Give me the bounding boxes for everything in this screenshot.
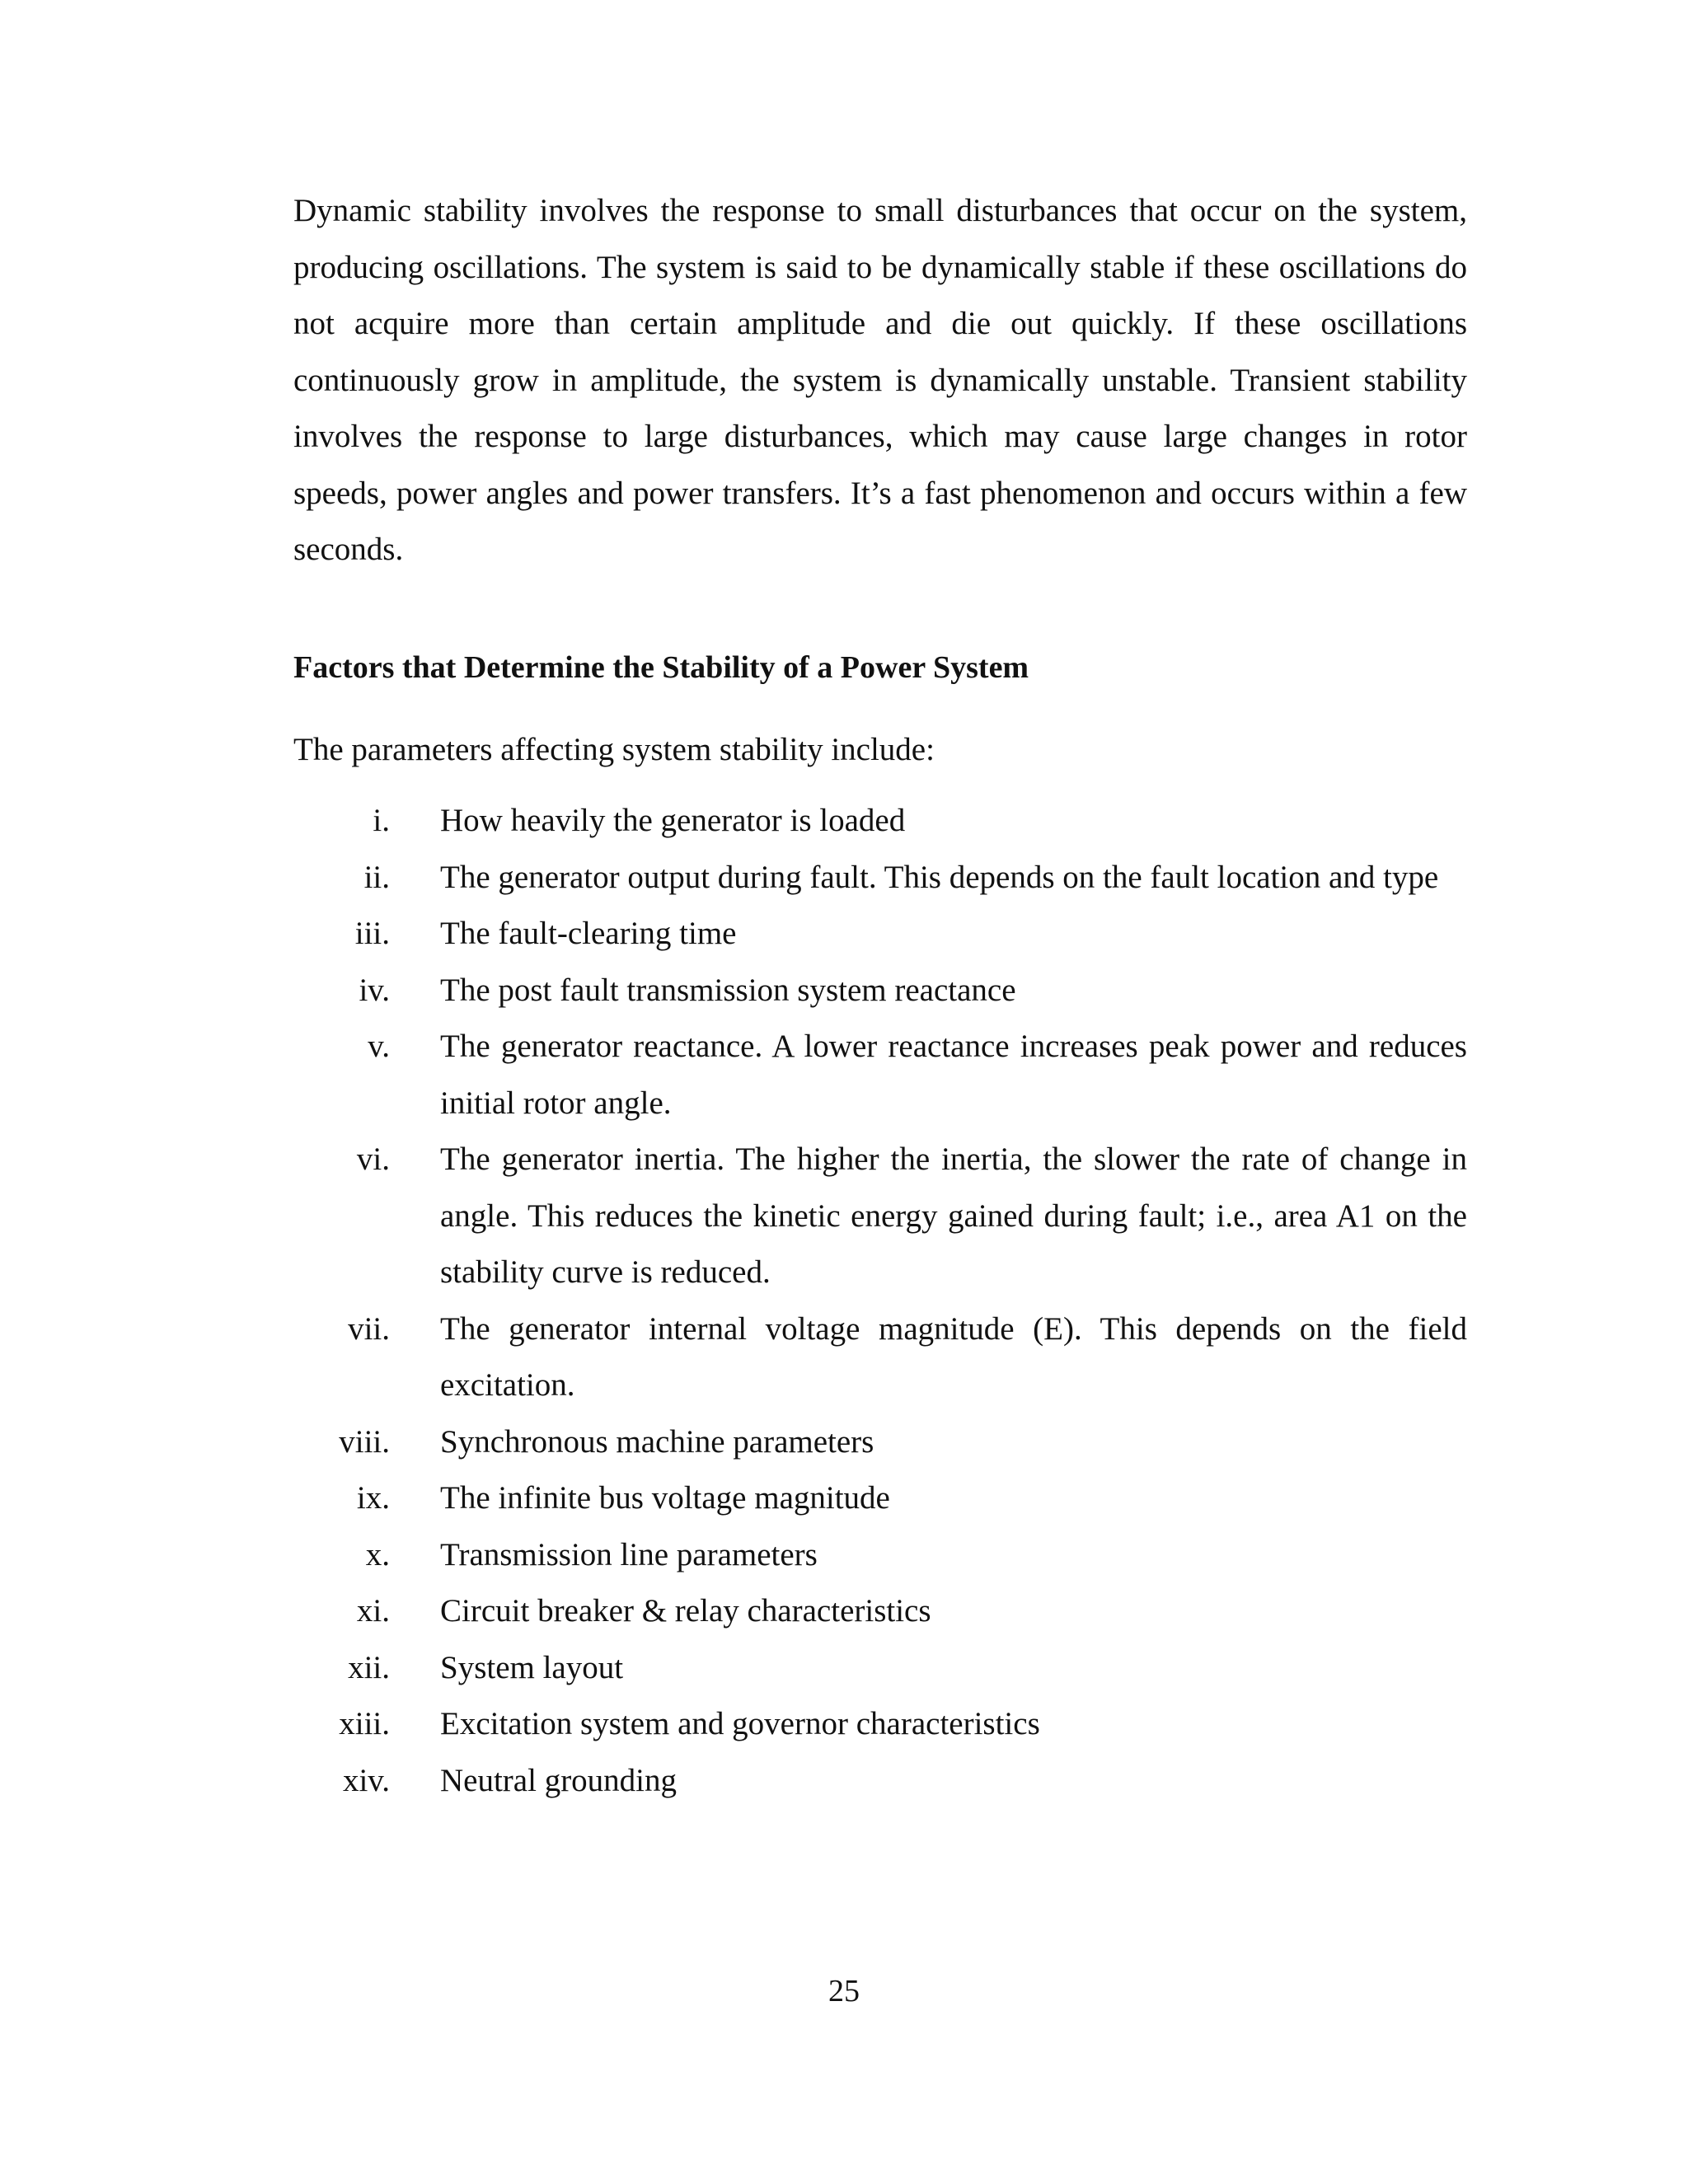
list-item-text: Synchronous machine parameters [440, 1423, 874, 1460]
list-item-text: The infinite bus voltage magnitude [440, 1480, 890, 1516]
list-item-text: Excitation system and governor characteristics [440, 1706, 1040, 1741]
list-item [293, 1640, 1467, 1697]
list-numeral: ii. [363, 859, 390, 895]
list-numeral: viii. [339, 1423, 390, 1460]
list-item-text: System layout [440, 1649, 624, 1685]
list-item [293, 1696, 1467, 1753]
section-heading: Factors that Determine the Stability of a Power System [293, 650, 1029, 685]
list-numeral: vii. [348, 1310, 390, 1347]
list-numeral: xi. [356, 1593, 390, 1629]
list-numeral: v. [368, 1029, 390, 1064]
page-number: 25 [828, 1974, 860, 2008]
list-numeral: i. [373, 803, 390, 838]
list-item-text: Circuit breaker & relay characteristics [440, 1593, 931, 1629]
list-numeral: iii. [354, 916, 390, 951]
list-numeral: xiv. [342, 1762, 390, 1798]
list-item-text: How heavily the generator is loaded [440, 803, 906, 838]
list-item-text: Transmission line parameters [440, 1536, 818, 1572]
list-item-text: The post fault transmission system reactance [440, 972, 1016, 1008]
list-numeral: x. [365, 1536, 390, 1572]
list-item [293, 1132, 1467, 1301]
list-item [293, 1019, 1467, 1132]
list-item [293, 1753, 1467, 1810]
list-item [293, 1583, 1467, 1640]
list-item [293, 1470, 1467, 1527]
list-item-text: The fault-clearing time [440, 916, 737, 951]
list-numeral: ix. [356, 1480, 390, 1516]
list-item [293, 906, 1467, 963]
list-item [293, 793, 1467, 850]
list-item [293, 1527, 1467, 1584]
list-item-text: The generator inertia. The higher the inertia, the slower the rate of change in angle. This reduces the kinetic energy gained during fault; i.e., area A1 on the stability curve is reduced. [440, 1141, 1467, 1290]
list-numeral: iv. [359, 972, 390, 1008]
list-item-text: The generator internal voltage magnitude (E). This depends on the field excitation. [440, 1310, 1467, 1403]
list-item [293, 1414, 1467, 1471]
list-numeral: vi. [356, 1141, 390, 1177]
list-item-text: Neutral grounding [440, 1762, 678, 1798]
list-item [293, 963, 1467, 1019]
body-paragraph: Dynamic stability involves the response to small disturbances that occur on the system, producing oscillations. The system is said to be dynamically stable if these oscillations do not acquire more than certain amplitude and die out quickly. If these oscillations continuously grow in amplitude, the system is dynamically unstable. Transient stability involves the response to large disturbances, which may cause large changes in rotor speeds, power angles and power transfers. It’s a fast phenomenon and occurs within a few seconds. [293, 193, 1467, 567]
list-item [293, 850, 1467, 907]
list-numeral: xii. [348, 1649, 390, 1685]
intro-text: The parameters affecting system stability include: [293, 732, 935, 767]
list-item-text: The generator output during fault. This depends on the fault location and type [440, 859, 1439, 895]
list-item [293, 1301, 1467, 1414]
list-numeral: xiii. [339, 1706, 390, 1741]
list-item-text: The generator reactance. A lower reactance increases peak power and reduces initial rotor angle. [440, 1029, 1467, 1121]
factors-list [293, 793, 1467, 1809]
